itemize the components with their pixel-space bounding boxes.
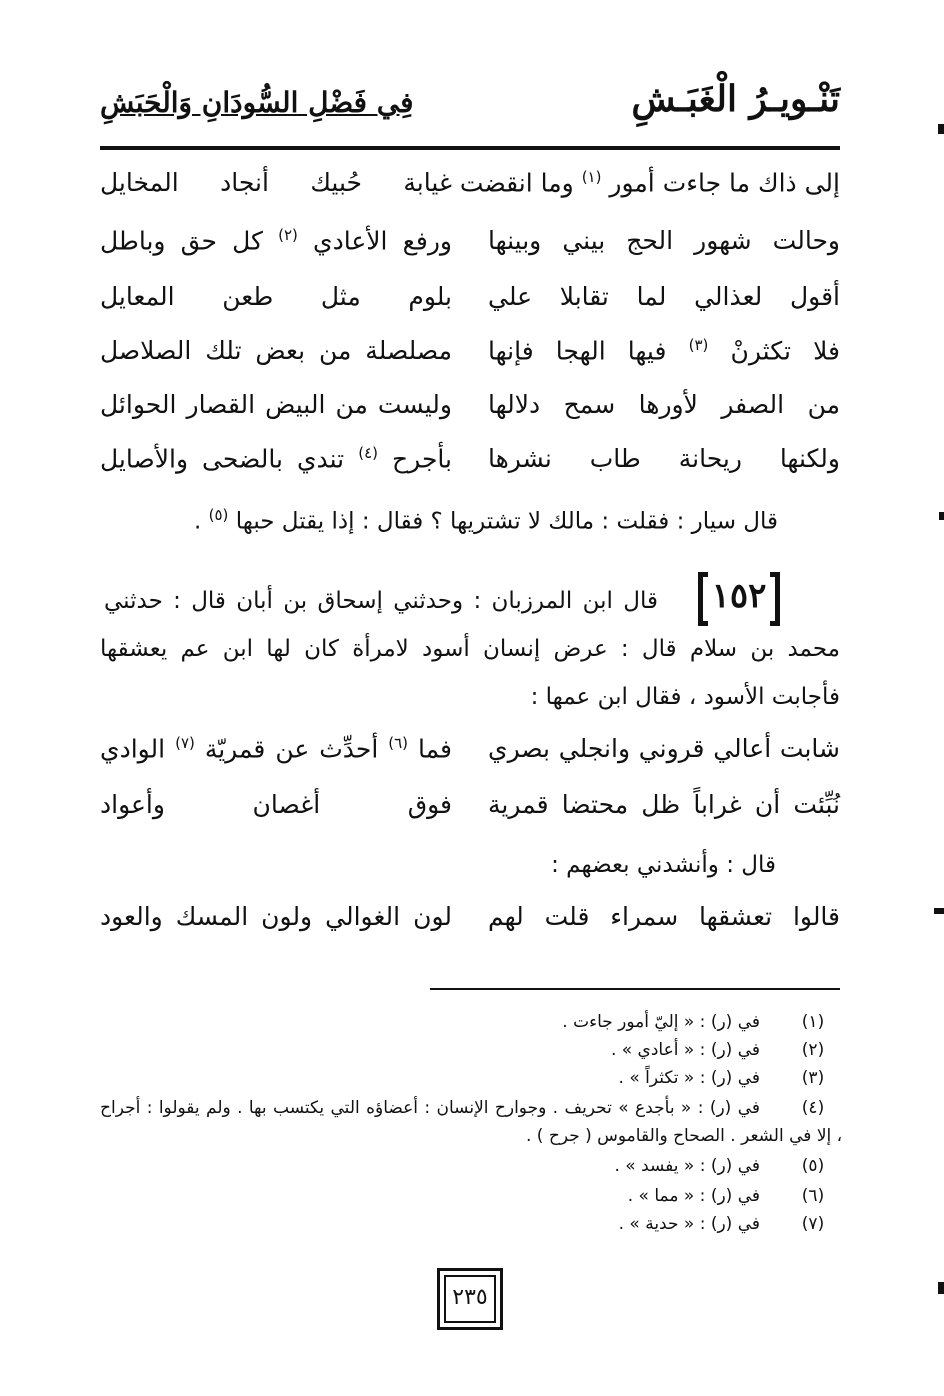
verse-second-hemistich: فوق أغصان وأعواد: [100, 790, 452, 819]
verse-second-hemistich: وليست من البيض القصار الحوائل: [100, 390, 452, 419]
prose-line: قال سيار : فقلت : مالك لا تشتريها ؟ فقال : إذا يقتل حبها $^{(٥)}$ .: [193, 506, 778, 535]
verse-line: [100, 336, 840, 386]
verse-second-hemistich: بأجرح $^{(٤)}$ تندي بالضحى والأصايل: [100, 444, 452, 474]
footnote-text: في (ر) : « حدية » .: [618, 1214, 760, 1234]
verse-second-hemistich: مصلصلة من بعض تلك الصلاصل: [100, 336, 452, 365]
scan-mark: [939, 512, 944, 520]
book-subtitle: فِي فَضْلِ السُّودَانِ وَالْحَبَشِ: [100, 86, 414, 119]
page-number-box: [437, 1268, 503, 1330]
footnote-text: في (ر) : « يفسد » .: [614, 1156, 760, 1176]
verse-line: [100, 168, 840, 218]
prose-line: محمد بن سلام قال : عرض إنسان أسود لامرأة كان لها ابن عم يعشقها: [100, 636, 840, 662]
verse-line: [100, 444, 840, 494]
prose-line: فأجابت الأسود ، فقال ابن عمها :: [530, 684, 840, 710]
footnote-number: (٥): [801, 1156, 825, 1176]
verse-line: [100, 790, 840, 840]
verse-first-hemistich: فلا تكثرنْ $^{(٣)}$ فيها الهجا فإنها: [488, 336, 841, 366]
verse-line: [100, 734, 840, 784]
footnote-text: ، إلا في الشعر . الصحاح والقاموس ( جرح ) .: [526, 1126, 843, 1146]
prose-text: قال ابن المرزبان : وحدثني إسحاق بن أبان قال : حدثني: [104, 588, 658, 614]
verse-line: [100, 226, 840, 276]
header-rule: [100, 146, 840, 150]
footnote-text: في (ر) : « بأجدع » تحريف . وجوارح الإنسان : أعضاؤه التي يكتسب بها . ولم يقولوا : أجراح: [100, 1098, 760, 1118]
footnote-number: (٢): [801, 1040, 825, 1060]
verse-second-hemistich: ورفع الأعادي $^{(٢)}$ كل حق وباطل: [100, 226, 453, 256]
footnote-text: في (ر) : « أعادي » .: [610, 1040, 760, 1060]
verse-line: [100, 390, 840, 440]
footnote-text: في (ر) : « مما » .: [627, 1186, 760, 1206]
section-number-box: [698, 572, 780, 628]
verse-first-hemistich: وحالت شهور الحج بيني وبينها: [488, 226, 840, 255]
scan-mark: [938, 1282, 944, 1294]
verse-first-hemistich: من الصفر لأورها سمح دلالها: [488, 390, 840, 419]
footnote-number: (٤): [801, 1098, 825, 1118]
verse-second-hemistich: غيابة حُبيك أنجاد المخايل: [100, 168, 452, 197]
footnote-number: (٦): [801, 1186, 825, 1206]
footnote-number: (٧): [801, 1214, 825, 1234]
scan-mark: [934, 908, 944, 914]
footnote-text: في (ر) : « تكثراً » .: [618, 1068, 760, 1088]
verse-second-hemistich: فما $^{(٦)}$ أحدِّث عن قمريّة $^{(٧)}$ الوادي: [100, 734, 452, 764]
verse-first-hemistich: شابت أعالي قروني وانجلي بصري: [488, 734, 840, 763]
verse-first-hemistich: ولكنها ريحانة طاب نشرها: [488, 444, 840, 473]
verse-second-hemistich: بلوم مثل طعن المعايل: [100, 282, 452, 311]
book-title: تَنْـويـرُ الْغَبَـشِ: [631, 78, 840, 120]
scan-mark: [938, 124, 944, 134]
footnote-rule: [430, 988, 840, 990]
prose-line: [104, 588, 658, 614]
verse-line: [100, 282, 840, 332]
running-header: [100, 78, 840, 138]
verse-first-hemistich: أقول لعذالي لما تقابلا علي: [488, 282, 840, 311]
footnote-number: (٣): [801, 1068, 825, 1088]
prose-line: قال : وأنشدني بعضهم :: [551, 852, 776, 878]
verse-first-hemistich: إلى ذاك ما جاءت أمور $^{(١)}$ وما انقضت: [459, 168, 840, 198]
footnote-text: في (ر) : « إليّ أمور جاءت .: [562, 1012, 760, 1032]
verse-line: [100, 902, 840, 952]
section-number: ١٥٢: [711, 576, 767, 616]
verse-first-hemistich: نُبِّئت أن غراباً ظل محتضا قمرية: [488, 790, 840, 819]
verse-second-hemistich: لون الغوالي ولون المسك والعود: [100, 902, 452, 931]
footnote-number: (١): [801, 1012, 825, 1032]
page-number: ٢٣٥: [452, 1285, 488, 1310]
verse-first-hemistich: قالوا تعشقها سمراء قلت لهم: [488, 902, 840, 931]
